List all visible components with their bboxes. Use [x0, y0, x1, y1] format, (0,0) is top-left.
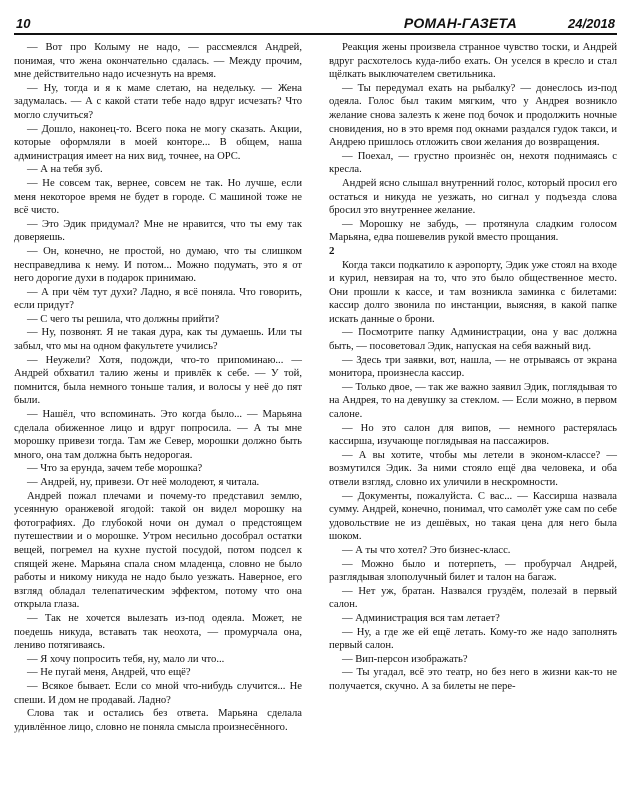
- paragraph: — Нашёл, что вспоминать. Это когда было... — Марьяна сделала обиженное лицо и вдруг попросила. — А ты мне морошку привези тогда. Там же Север, морошки должно быть много, она там должна быть недорогая.: [14, 409, 302, 461]
- paragraph: — Вип-персон изображать?: [342, 653, 468, 665]
- paragraph: — Всякое бывает. Если со мной что-нибудь случится... Не спеши. И дом не продавай. Ладно?: [14, 680, 302, 706]
- section-number: 2: [329, 244, 335, 257]
- paragraph: — Я хочу попросить тебя, ну, мало ли что...: [27, 653, 225, 665]
- paragraph: — Нет уж, братан. Назвался груздём, полезай в первый салон.: [329, 585, 617, 611]
- issue-number: 24/2018: [568, 16, 615, 31]
- paragraph: Когда такси подкатило к аэропорту, Эдик уже стоял на входе и курил, невзирая на то, что это было общественное место. Они прошли к кассе, и там возникла заминка с билетами: кассир долго звонила по инстанции, выясняя, в какой папке искать данные о брони.: [329, 259, 617, 325]
- paragraph: — Ну, тогда и я к маме слетаю, на недельку. — Жена задумалась. — А с какой стати тебе надо вдруг исчезать? Что могло случиться?: [14, 82, 302, 121]
- left-column: [14, 41, 302, 734]
- paragraph: Андрей ясно слышал внутренний голос, который просил его остаться и никуда не уезжать, но сигнал у подъезда слова бросил это внутреннее желание.: [329, 177, 617, 217]
- paragraph: — Что за ерунда, зачем тебе морошка?: [27, 463, 203, 475]
- paragraph: — А вы хотите, чтобы мы летели в эконом-классе? — возмутился Эдик. За ними стояло ещё два человека, и оба отвели взгляд, словно их уличили в нескромности.: [329, 449, 617, 488]
- paragraph: — Ну, позвонят. Я не такая дура, как ты думаешь. Или ты забыл, что мы на одном факультете учились?: [14, 327, 302, 353]
- paragraph: — Посмотрите папку Администрации, она у вас должна быть, — посоветовал Эдик, напуская на себя важный вид.: [329, 327, 617, 353]
- paragraph: — Андрей, ну, привези. От неё молодеют, я читала.: [27, 477, 260, 488]
- magazine-title: РОМАН-ГАЗЕТА: [403, 15, 517, 31]
- paragraph: — Вот про Колыму не надо, — рассмеялся Андрей, понимая, что жена окончательно сдалась. — Между прочим, мне действительно надо исчезнуть на время.: [14, 42, 302, 81]
- paragraph: — Дошло, наконец-то. Всего пока не могу сказать. Акции, которые оформляли в моей конторе... В общем, наша администрация имеет на них вид, точнее, на ОРС.: [14, 123, 302, 162]
- right-column-part2: [329, 259, 617, 694]
- paragraph: — Неужели? Хотя, подожди, что-то припоминаю... — Андрей обхватил талию жены и привлёк к себе. — У той, помнится, была немного тоньше талия, и волосы у неё до пят были.: [14, 354, 302, 407]
- paragraph: — Здесь три заявки, вот, нашла, — не отрываясь от экрана монитора, произнесла кассир.: [329, 354, 617, 380]
- paragraph: — А при чём тут духи? Ладно, я всё поняла. Что говорить, если придут?: [14, 286, 302, 312]
- paragraph: — Ну, а где же ей ещё летать. Кому-то же надо заполнять первый салон.: [329, 626, 617, 652]
- paragraph: — Ты передумал ехать на рыбалку? — донеслось из-под одеяла. Голос был таким мягким, что у Андрея возникло желание снова залезть к жене под бочок и продолжить ночные сновидения, но в это время под окнами раздался гудок такси, и Андрею пришлось отложить свои желания до возвращения.: [329, 82, 617, 149]
- paragraph: Реакция жены произвела странное чувство тоски, и Андрей вдруг расхотелось куда-либо ехать. Он уселся в кресло и стал щёлкать выключателем светильника.: [329, 42, 617, 81]
- paragraph: — А на тебя зуб.: [27, 164, 103, 176]
- paragraph: — Можно было и потерпеть, — пробурчал Андрей, разглядывая злополучный билет и талон на багаж.: [329, 558, 617, 584]
- paragraph: — Не совсем так, вернее, совсем не так. Но лучше, если меня некоторое время не будет в городе. С машиной тоже не всё чисто.: [14, 177, 302, 217]
- paragraph: — С чего ты решила, что должны прийти?: [27, 313, 220, 325]
- header-rule: [14, 33, 617, 35]
- paragraph: — Ты угадал, всё это театр, но без него в жизни как-то не получается, скучно. А за билеты не пере-: [329, 667, 617, 692]
- paragraph: — Он, конечно, не простой, но думаю, что ты слишком несправедлива к нему. И потом... Можно подумать, это я от него дорогие духи в подарок принимаю.: [14, 245, 302, 285]
- right-column-part1: [329, 41, 617, 245]
- page-number: 10: [16, 16, 31, 31]
- paragraph: — Это Эдик придумал? Мне не нравится, что ты ему так доверяешь.: [14, 218, 302, 244]
- right-column: [329, 41, 617, 694]
- paragraph: — Но это салон для випов, — немного растерялась кассирша, изучающе поглядывая на пассажиров.: [329, 422, 617, 448]
- paragraph: Слова так и остались без ответа. Марьяна сделала удивлённое лицо, словно не поняла смысла произнесённого.: [14, 708, 302, 733]
- paragraph: — Документы, пожалуйста. С вас... — Кассирша назвала сумму. Андрей, конечно, понимал, что самолёт уже сам по себе удовольствие не из дешёвых, но такая цена для него была шоком.: [329, 490, 617, 543]
- paragraph: — Поехал, — грустно произнёс он, нехотя поднимаясь с кресла.: [329, 150, 617, 176]
- paragraph: — Морошку не забудь, — протянула сладким голосом Марьяна, едва пошевелив рукой вместо прощания.: [329, 218, 617, 244]
- paragraph: — Не пугай меня, Андрей, что ещё?: [27, 667, 191, 679]
- paragraph: — Администрация вся там летает?: [342, 612, 500, 624]
- paragraph: — Только двое, — так же важно заявил Эдик, поглядывая то на Андрея, то на девушку за стеклом. — Если можно, в первом салоне.: [329, 381, 617, 421]
- paragraph: — А ты что хотел? Это бизнес-класс.: [342, 544, 511, 556]
- paragraph: Андрей пожал плечами и почему-то представил землю, усеянную оранжевой ягодой: такой он видел морошку на фотографиях. До глубокой ночи он думал о предстоящем путешествии и о морошке. Утром несильно дособрал остатки вещей, погремел на кухне пустой посудой, потом подсел к спящей жене. Марьяна спала сном младенца, словно не было работы и никому никуда не надо было уезжать. Наверное, его взгляд обладал телепатическим эффектом, потому что она открыла глаза.: [14, 490, 302, 611]
- paragraph: — Так не хочется вылезать из-под одеяла. Может, не поедешь никуда, вставать так неохота, — промурчала она, лениво потягиваясь.: [14, 612, 302, 652]
